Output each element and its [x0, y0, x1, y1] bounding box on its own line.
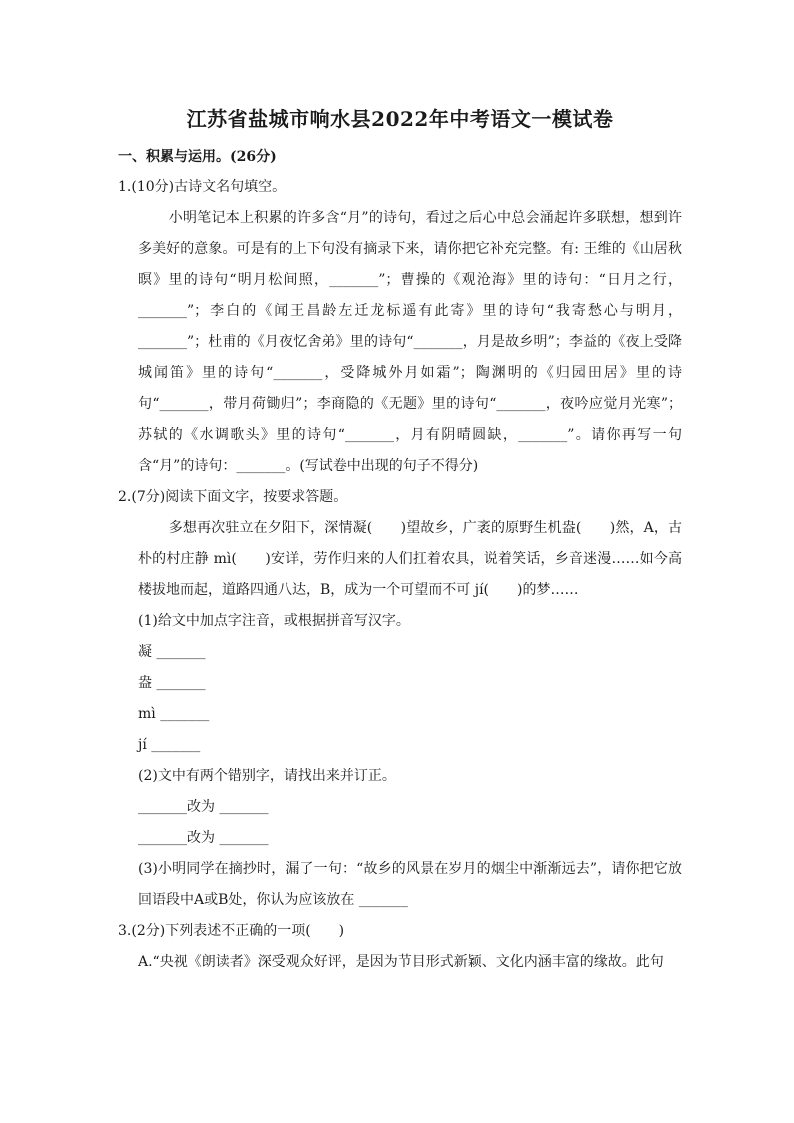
question-3-heading: 3.(2分)下列表述不正确的一项( ) — [118, 923, 345, 939]
question-1 — [118, 172, 682, 482]
question-2-sub-1: (1)给文中加点字注音，或根据拼音写汉字。 — [138, 613, 410, 629]
question-3-option-a: A.“央视《朗读者》深受观众好评，是因为节目形式新颖、文化内涵丰富的缘故。此句 — [138, 954, 664, 970]
question-1-heading: 1.(10分)古诗文名句填空。 — [118, 179, 287, 195]
correction-line-1: _______改为 _______ — [138, 799, 269, 815]
answer-line-ang: 盎 _______ — [138, 675, 206, 691]
answer-line-ji: jí _______ — [138, 737, 201, 753]
question-2-passage: 多想再次驻立在夕阳下，深情凝( )望故乡，广袤的原野生机盎( )然，A，古朴的村庄静 mì( )安详，劳作归来的人们扛着农具，说着笑话，乡音迷漫……如今高楼拔地而起，道路四通八达，B，成为一个可望而不可 jí( )的梦…… — [138, 520, 682, 598]
exam-title: 江苏省盐城市响水县2022年中考语文一模试卷 — [186, 107, 614, 131]
correction-line-2: _______改为 _______ — [138, 830, 269, 846]
question-2 — [118, 482, 682, 916]
question-2-sub-3: (3)小明同学在摘抄时，漏了一句：“故乡的风景在岁月的烟尘中渐渐远去”，请你把它放回语段中A或B处，你认为应该放在 _______ — [138, 861, 682, 908]
answer-line-mi: mì _______ — [138, 706, 210, 722]
question-2-heading: 2.(7分)阅读下面文字，按要求答题。 — [118, 489, 348, 505]
question-1-body: 小明笔记本上积累的许多含“月”的诗句，看过之后心中总会涌起许多联想，想到许多美好的意象。可是有的上下句没有摘录下来，请你把它补充完整。有: 王维的《山居秋暝》里的诗句“明月松间照，_______”；曹操的《观沧海》里的诗句：“日月之行，_______”；李白的《闻王昌龄左迁龙标遥有此寄》里的诗句“我寄愁心与明月，_______”；杜甫的《月夜忆舍弟》里的诗句“_______，月是故乡明”；李益的《夜上受降城闻笛》里的诗句“_______，受降城外月如霜”；陶渊明的《归园田居》里的诗句“_______，带月荷锄归”；李商隐的《无题》里的诗句“_______，夜吟应觉月光寒”；苏轼的《水调歌头》里的诗句“_______，月有阴晴圆缺，_______”。请你再写一句含“月”的诗句：_______。(写试卷中出现的句子不得分) — [138, 210, 682, 474]
question-3 — [118, 916, 682, 978]
answer-line-ning: 凝 _______ — [138, 644, 206, 660]
question-2-sub-2: (2)文中有两个错别字，请找出来并订正。 — [138, 768, 396, 784]
section-heading: 一、积累与运用。(26分) — [118, 149, 277, 165]
